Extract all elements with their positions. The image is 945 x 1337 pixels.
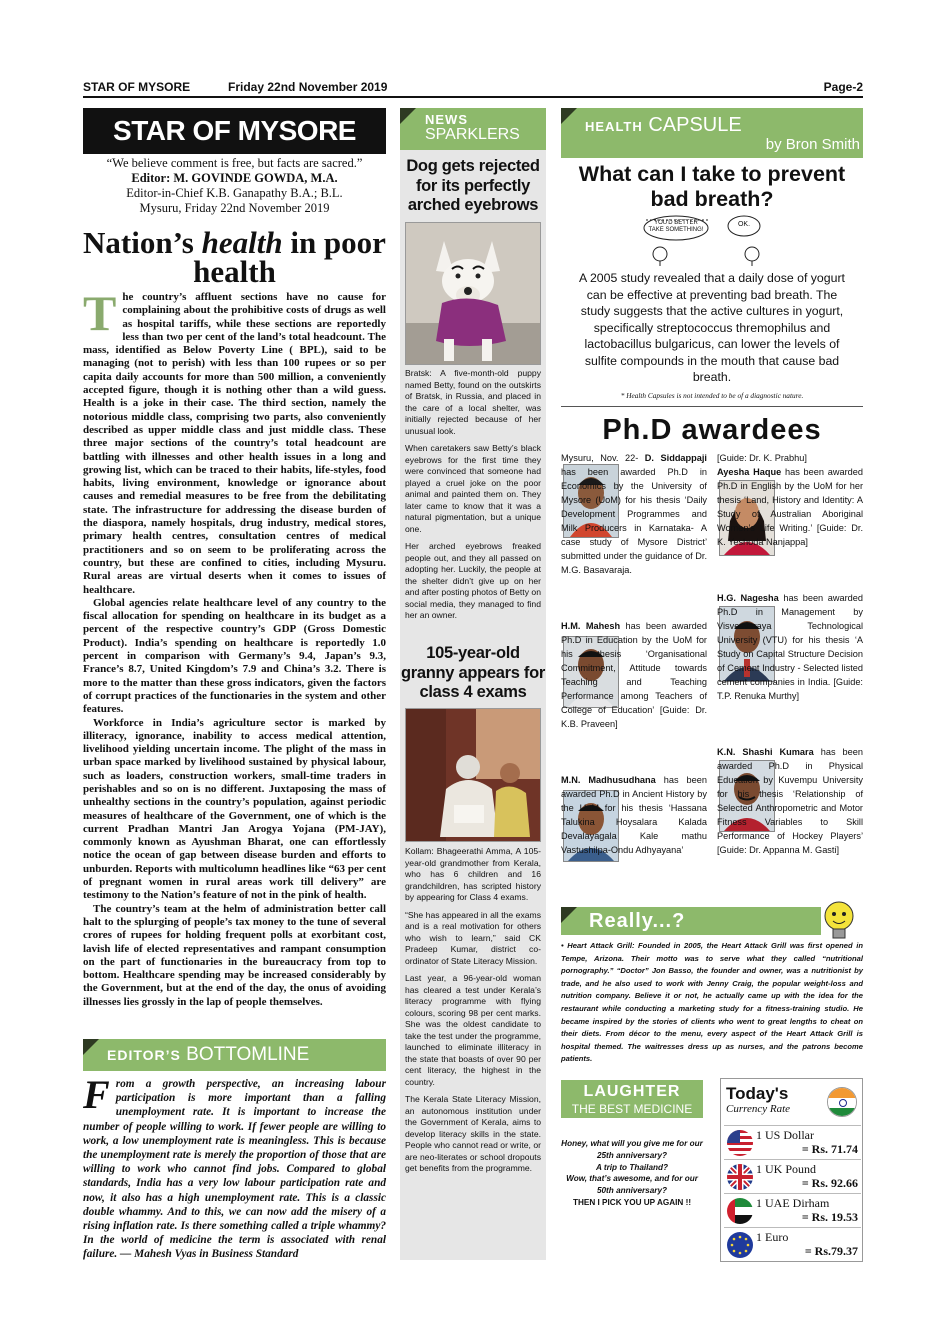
joke-punchline: THEN I PICK YOU UP AGAIN !! [572, 1197, 692, 1207]
header-date: Friday 22nd November 2019 [228, 80, 388, 94]
masthead-quote: “We believe comment is free, but facts are sacred.” [106, 156, 363, 170]
awardee-shashi-kumara [717, 745, 863, 857]
news-paragraph: The Kerala State Literacy Mission, an autonomous institution under the Government of Kerala, aims to develop literacy skills in the state. People who cannot read or write, or are neo-literates or school dropouts get benefits from the programme. [405, 1094, 541, 1173]
editorial-headline-italic: health [201, 225, 283, 260]
joke-line: Wow, that’s awesome, and for our 50th anniversary? [566, 1174, 698, 1196]
news-label-bold: NEWS [425, 112, 468, 127]
currency-value: = Rs. 71.74 [801, 1142, 858, 1156]
currency-name: 1 Euro [756, 1230, 789, 1244]
news-paragraph: Bratsk: A five-month-old puppy named Betty, found on the outskirts of Bratsk, in Russia, and placed in the care of a local shelter, was initially rejected because of her unusual look. [405, 368, 541, 436]
awardee-nagesha [717, 591, 863, 703]
really-text [561, 940, 863, 1066]
news-paragraph: Last year, a 96-year-old woman has cleared a test under Kerala’s literacy programme with flying colours, scoring 98 per cent marks. She was the oldest candidate to take the test under the programme, launched to eliminate illiteracy in the state that boasts of over 90 per cent literacy, the highest in the country. [405, 973, 541, 1087]
news-paragraph: “She has appeared in all the exams and is a real motivation for others who wish to learn,” said CK Pradeep Kumar, district co-ordinator of State Literacy Mission. [405, 909, 541, 966]
masthead-info [83, 156, 386, 216]
us-flag-icon [727, 1130, 753, 1156]
india-flag-icon [827, 1087, 857, 1117]
editorial-headline-part: Nation’s [83, 225, 202, 260]
health-label-bold: HEALTH [585, 119, 643, 134]
currency-rate-box [720, 1078, 863, 1262]
editorial-headline [83, 225, 386, 289]
joke-line: A trip to Thailand? [595, 1162, 668, 1172]
news-headline-granny: 105-year-old granny appears for class 4 exams [400, 644, 546, 701]
health-text: A 2005 study revealed that a daily dose of yogurt can be effective at preventing bad breath. The study suggests that the active cultures in yogurt, specifically streptococcus thremophilus and lactobacillus bulgaricus, can lower the levels of sulfite compounds in the mouth that cause bad breath. [579, 271, 845, 384]
phd-title: Ph.D awardees [602, 414, 822, 446]
currency-row-gbp [724, 1159, 861, 1191]
section-divider [561, 406, 863, 407]
news-story-granny [405, 846, 541, 1181]
awardee-text: has been awarded Ph.D in Ancient History by the UoM for his thesis ‘Hassana Talukina Hoysalara Kaladа Devalayagala Kale mathu Vastushilpa-Ondu Adhyayana’ [561, 775, 707, 855]
bottomline-dropcap: F [83, 1072, 110, 1117]
currency-row-aed [724, 1193, 861, 1225]
news-paragraph: Her arched eyebrows freaked people out, and they all passed on adopting her. Luckily, the people at the shelter didn’t give up on her and after posting photos of Betty on social media, they managed to find her an owner. [405, 541, 541, 620]
cartoon-bubble-2: OK. [737, 221, 751, 228]
masthead-editor: Editor: M. GOVINDE GOWDA, M.A. [131, 171, 338, 185]
currency-title: Today's [726, 1084, 789, 1103]
uk-flag-icon [727, 1164, 753, 1190]
laughter-label: LAUGHTER [583, 1083, 681, 1100]
granny-photo [405, 708, 541, 842]
phd-dateline: Mysuru, Nov. 22- [561, 453, 645, 463]
page-header [83, 78, 863, 98]
editorial-paragraph: Workforce in India’s agriculture sector is marked by illiteracy, ignorance, inability to access medical attention, livelihood yielding uncertain income. The plight of the mass in urban space marked by livelihood sustained by physical labour, such as loaders, construction workers, small-time traders in perishables and so on is no different. Juxtaposing the mass of unhealthy sections in the country’s population, against periodic measures of healthcare of the Government, one of which is the current Pradhan Mantri Jan Arogya Yojana (PM-JAY), commonly known as Ayushman Bharat, one can effortlessly notice the ocean of gap between disease burden and efforts to unburden. Reports with multicolumn headlines like “63 per cent of pregnant women in rural areas work till delivery” are testimony to the Nation’s feature of not in the pink of health. [83, 716, 386, 902]
awardee-text: has been awarded Ph.D in Economics by the University of Mysore (UoM) for his thesis ‘Daily Development Programmes and Milk Producers in Karnataka- A case study of Mysore District’ submitted under the guidance of Dr. M.G. Basavaraja. [561, 467, 707, 575]
awardee-text: has been awarded Ph.D in Management by Visvesvaraya Technological University (VTU) for his thesis ‘A Study on Capital Structure Decision of Cement Industry - Selected listed cement companies in India. [Guide: T.P. Renuka Murthy] [717, 593, 863, 701]
awardee-mahesh [561, 619, 707, 731]
news-paragraph: When caretakers saw Betty’s black eyebrows for the first time they were convinced that someone had played a cruel joke on the poor animal and painted them on. They later came to know that it was a natural pigmentation, but a unique one. [405, 443, 541, 534]
awardee-ayesha [717, 465, 863, 549]
really-text-body: Heart Attack Grill: Founded in 2005, the Heart Attack Grill was first opened in Tempe, Arizona. Their motto was to serve what they called “nutritional pornography.” “Doctor” Jon Basso, the founder and owner, was a nutritionist by trade, and he also used to work with Jenny Craig, the popular weight-loss and nutrition company. Believe it or not, he actually came up with the idea for the restaurant while conducting a marketing study for a fitness-training studio. He became inspired by the stories of clients who went to great lengths to cheat on their diets. From décor to the menu, every aspect of the Heart Attack Grill is hospital themed. The waitresses dress up as nurses, and the patrons become patients. [561, 941, 864, 1064]
currency-name: 1 US Dollar [756, 1128, 814, 1142]
health-cartoon [640, 214, 780, 266]
currency-value: = Rs.79.37 [804, 1244, 858, 1258]
eu-flag-icon [727, 1232, 753, 1258]
currency-value: = Rs. 92.66 [801, 1176, 858, 1190]
awardee-name: H.M. Mahesh [561, 621, 621, 631]
news-headline-dog: Dog gets rejected for its perfectly arched eyebrows [406, 157, 540, 214]
awardee-name: H.G. Nagesha [717, 593, 779, 603]
currency-name: 1 UAE Dirham [756, 1196, 830, 1210]
masthead-dateline: Mysuru, Friday 22nd November 2019 [139, 201, 330, 215]
masthead-chief: Editor-in-Chief K.B. Ganapathy B.A.; B.L. [126, 186, 343, 200]
really-banner [561, 907, 821, 935]
bottomline-label: BOTTOMLINE [180, 1044, 310, 1065]
health-note: * Health Capsules is not intended to be of a diagnostic nature. [620, 391, 804, 400]
awardee-siddappaji [561, 451, 707, 577]
masthead-title: STAR OF MYSORE [83, 108, 386, 154]
cartoon-bubble-1: YOU'D BETTER TAKE SOMETHING! [648, 220, 704, 233]
editorial-paragraph: Global agencies relate healthcare level of any country to the fiscal allocation for spending on healthcare in its budget as a percent of the respective country’s GDP (Gross Domestic Product). India’s spending on healthcare is reportedly 1.0 percent in comparison with Germany’s 9.4, Japan’s 9.3, France’s 8.7, United Kingdom’s 7.9 and China’s 3.2. There is more to the matter than these gross indicators, given the factors of corrupt practices of the functionaries in the system and other features. [83, 596, 386, 716]
currency-row-usd [724, 1125, 861, 1157]
news-story-dog [405, 368, 541, 628]
dog-illustration [406, 223, 540, 364]
header-paper-name: STAR OF MYSORE [83, 80, 191, 94]
editorial-headline-part: in poor health [193, 225, 386, 289]
bottomline-label-bold: EDITOR’S [107, 1047, 181, 1063]
laughter-joke [561, 1138, 703, 1209]
awardee-name: K.N. Shashi Kumara [717, 747, 814, 757]
awardee-text: has been awarded Ph.D in Education by the UoM for his thesis ‘Organisational Commitment, Attitude towards Teaching and Teaching Performance among Teachers of College of Education’ [Guide: Dr. K.B. Praveen] [561, 621, 707, 729]
editorial-body [83, 285, 386, 1009]
dog-photo [405, 222, 541, 365]
health-title: What can I take to prevent bad breath? [578, 162, 846, 211]
awardee-text: has been awarded Ph.D in Physical Education by Kuvempu University for his thesis ‘Relationship of Selected Anthropometric and Motor Fitness Variables to Skill Performance of Hockey Players’ [Guide: Dr. Appanna M. Gasti] [717, 747, 863, 855]
awardee-madhusudhana [561, 773, 707, 857]
bottomline-body [83, 1072, 386, 1262]
news-paragraph: Kollam: Bhageerathi Amma, A 105-year-old grandmother from Kerala, who has 6 children and 16 grandchildren, has scripted history by appearing for Class 4 exams. [405, 846, 541, 902]
awardee-guide-prabhu: [Guide: Dr. K. Prabhu] [717, 453, 807, 463]
currency-value: = Rs. 19.53 [801, 1210, 858, 1224]
currency-row-eur [724, 1227, 861, 1259]
laughter-sublabel: THE BEST MEDICINE [571, 1102, 693, 1116]
health-label: CAPSULE [642, 114, 742, 136]
health-byline: by Bron Smith [765, 136, 860, 153]
lightbulb-icon [818, 898, 860, 942]
awardee-name: D. Siddappaji [644, 453, 707, 463]
awardee-name: Ayesha Haque [717, 467, 782, 477]
really-title: Really...? [589, 910, 686, 932]
uae-flag-icon [727, 1198, 753, 1224]
editorial-dropcap: T [83, 285, 117, 341]
awardee-text: has been awarded Ph.D in English by the UoM for her thesis ‘Land, History and Identity: A Study of Australian Aboriginal Women’s Life Writing.’ [Guide: Dr. K. Yeshoda Nanjappa] [717, 467, 863, 547]
laughter-banner [561, 1080, 703, 1118]
currency-name: 1 UK Pound [756, 1162, 817, 1176]
bottomline-text: rom a growth perspective, an increasing labour participation is more important than a falling unemployment rate. It is important to increase the number of people willing to work. If fewer people are willing to work, a low unemployment rate is meaningless. This is because the unemployment rate is merely the proportion of those that are willing to work who cannot find jobs. Compared to global standards, India has a very low labour participation rate and now, it also has a high unemployment rate. This is a classic double whammy. And to this, we can now add the misery of a rising inflation rate. Is there something called a triple whammy? In the world of medicine the term is associated with renal failure. — Mahesh Vyas in Business Standard [83, 1078, 386, 1261]
news-label: SPARKLERS [425, 126, 520, 143]
editorial-paragraph: he country’s affluent sections have no cause for complaining about the prohibitive costs of drugs as well as hospital tariffs, while these sections are reportedly less than two per cent of the land’s total headcount. The mass, identified as Below Poverty Line ( BPL), said to be managing (not to perish) with less than 100 rupees or so per capita daily accounts for more than 500 million, a conveniently accepted figure, though it is nothing other than a wild guess. Health is a joke in their case. The third section, namely the notorious middle class, comprising two parts, also conveniently described as upper middle class and just middle class. These three major sections of the country’s total headcount are battling with illnesses and other health issues in a long and growing list, which can be traced to their habits, life-styles, food habits, living environment, knowledge or ignorance about causes and remedial measures to be free from the debilitating state. The infrastructure for addressing the disease burden of the diaspora, namely hospitals, drug industry, medical stores, primary health centres, consultation centres of medical practitioners and so on seem to be proliferating across the country, but these are confined to cities, including Mysuru. Rural areas are virtual deserts when it comes to issues of healthcare. [83, 291, 386, 596]
granny-illustration [406, 709, 540, 841]
news-banner [400, 108, 546, 150]
bullet-icon: • [561, 941, 568, 950]
currency-subtitle: Currency Rate [726, 1103, 791, 1115]
header-page-number: Page-2 [823, 80, 863, 94]
awardee-name: M.N. Madhusudhana [561, 775, 656, 785]
bottomline-banner [83, 1039, 386, 1071]
joke-line: Honey, what will you give me for our 25th anniversary? [561, 1139, 703, 1160]
editorial-paragraph: The country’s team at the helm of administration better call halt to the splurging of people’s tax money to the tune of several crores of rupees for holding frequent polls at exorbitant cost, lavish life of elected representatives and rampant consumption on the part of functionaries in the bureaucracy from top to bottom. Healthcare spending may be increased considerably by the Government, but at the end of the day, the onus of avoiding illnesses lies grossly in the lap of people themselves. [83, 902, 386, 1008]
